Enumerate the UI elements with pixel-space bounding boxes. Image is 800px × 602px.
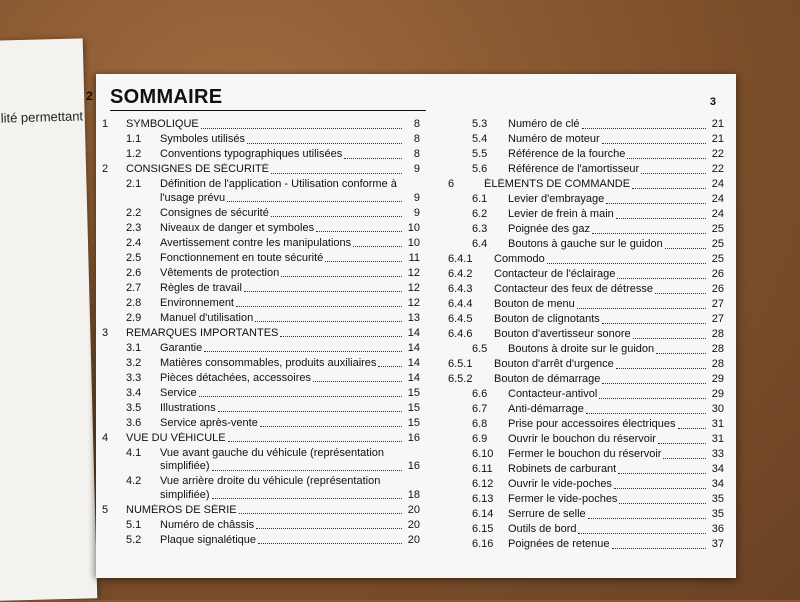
toc-entry[interactable] [102,163,420,177]
toc-entry-label: Plaque signalétique [160,533,257,546]
dot-leader [618,473,706,474]
dot-leader [678,428,706,429]
toc-entry-number: 5.3 [472,118,488,130]
dot-leader [218,411,402,412]
toc-entry-label: Ouvrir le vide-poches [508,478,612,490]
toc-entry-number: 4.2 [126,475,142,487]
toc-entry[interactable] [448,448,724,462]
toc-entry[interactable] [102,417,420,431]
toc-entry-label: Avertissement contre les manipulations [160,236,352,249]
toc-entry-label: CONSIGNES DE SÉCURITÉ [126,163,270,175]
toc-entry-page: 28 [711,343,724,355]
toc-entry-number: 5.1 [126,518,142,531]
dot-leader [239,513,402,514]
toc-entry[interactable] [102,402,420,416]
toc-entry-page: 27 [711,313,724,325]
toc-entry-page: 15 [407,416,420,429]
toc-entry-page: 26 [711,268,724,280]
toc-entry-page: 12 [407,296,420,309]
toc-entry-label: Numéro de châssis [160,518,255,531]
toc-entry-number: 6.3 [472,223,488,235]
toc-entry[interactable] [448,418,724,432]
dot-leader [255,321,402,322]
dot-leader [316,231,402,232]
dot-leader [619,503,706,504]
toc-entry-number: 5 [102,503,109,516]
toc-entry-number: 6.4.2 [448,268,473,280]
dot-leader [633,338,706,339]
dot-leader [658,443,706,444]
toc-entry-label: Définition de l'application - Utilisation conforme à [160,178,397,190]
toc-entry-label: Référence de l'amortisseur [508,163,640,175]
dot-leader [280,336,402,337]
toc-entry-page: 12 [407,281,420,294]
toc-entry-number: 6.5 [472,343,488,355]
dot-leader [353,246,402,247]
toc-entry-page: 14 [407,371,420,384]
toc-entry-label: Contacteur de l'éclairage [494,268,616,280]
dot-leader [271,173,402,174]
toc-entry-label: Poignées de retenue [508,538,610,550]
previous-page-text: lité permettant [0,108,84,126]
toc-entry-number: 6.4.4 [448,298,473,310]
toc-entry[interactable] [102,504,420,518]
toc-entry-number: 3.4 [126,386,142,399]
contents-page [96,74,736,578]
toc-entry-page: 26 [711,283,724,295]
dot-leader [344,158,402,159]
toc-entry-page: 9 [413,191,420,204]
toc-entry[interactable] [448,163,724,177]
toc-entry-number: 6.16 [472,538,494,550]
toc-entry-page: 34 [711,463,724,475]
toc-entry-label: Contacteur des feux de détresse [494,283,653,295]
toc-entry[interactable] [102,534,420,548]
toc-entry-number: 3 [102,326,109,339]
toc-entry-label: Environnement [160,296,234,309]
toc-entry-label: Bouton d'avertisseur sonore [494,328,631,340]
toc-entry-number: 3.6 [126,416,142,429]
toc-entry-label: Règles de travail [160,281,242,294]
toc-entry-label: Illustrations [160,401,216,414]
dot-leader [616,218,706,219]
toc-entry-page: 25 [711,253,724,265]
toc-entry-number: 6.9 [472,433,488,445]
dot-leader [247,143,402,144]
toc-entry-number: 6.4.6 [448,328,473,340]
toc-entry-label: Numéro de clé [508,118,580,130]
toc-entry-page: 20 [407,503,420,516]
toc-entry[interactable] [448,328,724,342]
dot-leader [199,396,402,397]
toc-entry-label: SYMBOLIQUE [126,118,199,130]
dot-leader [212,470,402,471]
toc-entry-number: 2.4 [126,236,142,249]
toc-entry-page: 25 [711,223,724,235]
toc-entry-continuation[interactable] [102,489,420,503]
toc-entry-page: 24 [711,208,724,220]
toc-entry-label: Vêtements de protection [160,266,280,279]
toc-entry-page: 28 [711,328,724,340]
toc-entry-page: 22 [711,163,724,175]
toc-entry-number: 6.12 [472,478,494,490]
toc-entry-label: VUE DU VÉHICULE [126,431,226,444]
toc-entry-number: 6.14 [472,508,494,520]
toc-entry-number: 6 [448,178,455,190]
toc-entry-label: Bouton de démarrage [494,373,601,385]
toc-entry-number: 2.7 [126,281,142,294]
toc-entry-page: 24 [711,193,724,205]
dot-leader [614,488,706,489]
toc-entry[interactable] [448,343,724,357]
toc-entry-page: 9 [413,206,420,219]
dot-leader [227,201,402,202]
toc-entry-label: Fonctionnement en toute sécurité [160,251,324,264]
toc-entry-label: Ouvrir le bouchon du réservoir [508,433,656,445]
dot-leader [656,353,706,354]
toc-entry-number: 6.7 [472,403,488,415]
dot-leader [602,323,706,324]
toc-entry-label: Manuel d'utilisation [160,311,254,324]
toc-entry-page: 36 [711,523,724,535]
dot-leader [313,381,402,382]
dot-leader [655,293,706,294]
dot-leader [592,233,706,234]
toc-entry-page: 28 [711,358,724,370]
toc-entry-number: 2 [102,163,109,175]
dot-leader [663,458,706,459]
toc-column-right [448,118,724,553]
toc-entry[interactable] [448,478,724,492]
toc-entry-number: 6.4.3 [448,283,473,295]
dot-leader [258,543,402,544]
toc-entry-label: Bouton d'arrêt d'urgence [494,358,614,370]
toc-entry-page: 10 [407,236,420,249]
toc-entry[interactable] [102,387,420,401]
toc-entry[interactable] [102,475,420,489]
toc-entry[interactable] [102,222,420,236]
dot-leader [665,248,706,249]
dot-leader [588,518,706,519]
toc-entry-label: Boutons à droite sur le guidon [508,343,655,355]
toc-entry-continuation[interactable] [102,460,420,474]
toc-entry-label: Contacteur-antivol [508,388,598,400]
dot-leader [204,351,402,352]
toc-entry[interactable] [448,508,724,522]
toc-entry-label: Référence de la fourche [508,148,626,160]
toc-entry-number: 1.1 [126,133,142,145]
toc-entry-page: 29 [711,388,724,400]
toc-entry[interactable] [102,447,420,461]
toc-entry-label-continued: l'usage prévu [160,191,226,204]
toc-entry-label: Outils de bord [508,523,577,535]
dot-leader [612,548,706,549]
toc-entry[interactable] [448,223,724,237]
toc-entry[interactable] [448,463,724,477]
toc-entry-number: 6.2 [472,208,488,220]
dot-leader [271,216,402,217]
toc-entry-page: 10 [407,221,420,234]
toc-entry-page: 35 [711,493,724,505]
toc-entry-label: Pièces détachées, accessoires [160,371,312,384]
toc-entry-label: Consignes de sécurité [160,206,269,219]
toc-entry[interactable] [102,519,420,533]
dot-leader [378,366,402,367]
toc-entry-page: 34 [711,478,724,490]
toc-entry[interactable] [448,433,724,447]
toc-entry-label-continued: simplifiée) [160,488,210,501]
toc-entry-page: 21 [711,133,724,145]
toc-entry[interactable] [102,282,420,296]
toc-entry[interactable] [102,327,420,341]
toc-entry-label: Service [160,386,197,399]
toc-entry-label: Bouton de menu [494,298,575,310]
title-underline [110,110,426,111]
toc-entry[interactable] [102,372,420,386]
toc-entry-number: 6.11 [472,463,493,475]
toc-entry-page: 29 [711,373,724,385]
toc-entry-page: 31 [711,433,724,445]
toc-entry[interactable] [102,267,420,281]
toc-entry-number: 2.1 [126,178,142,190]
toc-entry-page: 24 [711,178,724,190]
toc-entry-number: 6.10 [472,448,494,460]
dot-leader [582,128,706,129]
toc-entry-number: 6.4 [472,238,488,250]
toc-entry-page: 15 [407,401,420,414]
toc-entry[interactable] [448,403,724,417]
dot-leader [632,188,706,189]
toc-entry-number: 6.4.5 [448,313,473,325]
toc-entry-page: 20 [407,518,420,531]
toc-entry-label: Bouton de clignotants [494,313,600,325]
toc-entry-page: 18 [407,488,420,501]
toc-entry[interactable] [448,178,724,192]
toc-column-left [102,118,420,549]
toc-entry[interactable] [102,148,420,162]
dot-leader [212,498,402,499]
toc-entry-page: 9 [413,163,420,175]
dot-leader [617,278,706,279]
toc-entry-label: Poignée des gaz [508,223,590,235]
toc-entry-number: 6.13 [472,493,494,505]
toc-entry-page: 8 [413,148,420,160]
toc-entry-page: 35 [711,508,724,520]
dot-leader [641,173,706,174]
toc-entry-page: 14 [407,356,420,369]
toc-entry-page: 11 [408,251,420,264]
toc-entry-page: 20 [407,533,420,546]
toc-entry-label: Symboles utilisés [160,133,245,145]
toc-entry-label: Vue avant gauche du véhicule (représentation [160,446,385,459]
toc-entry[interactable] [102,118,420,132]
toc-entry-number: 3.2 [126,356,142,369]
toc-entry[interactable] [102,207,420,221]
dot-leader [547,263,706,264]
toc-entry-page: 25 [711,238,724,250]
dot-leader [599,398,706,399]
toc-entry[interactable] [448,358,724,372]
dot-leader [325,261,402,262]
toc-entry-page: 30 [711,403,724,415]
toc-entry-label: Fermer le bouchon du réservoir [508,448,662,460]
toc-entry[interactable] [102,252,420,266]
toc-entry[interactable] [448,283,724,297]
toc-entry-label: Vue arrière droite du véhicule (représentation [160,475,381,487]
toc-entry[interactable] [448,118,724,132]
toc-entry-number: 4 [102,431,109,444]
toc-entry[interactable] [448,538,724,552]
toc-entry-number: 2.8 [126,296,142,309]
toc-entry[interactable] [448,133,724,147]
toc-entry-page: 16 [407,431,420,444]
toc-entry-label: Fermer le vide-poches [508,493,618,505]
toc-entry-label-continued: simplifiée) [160,460,210,472]
toc-entry-page: 16 [407,460,420,472]
dot-leader [577,308,706,309]
toc-entry-page: 22 [711,148,724,160]
dot-leader [201,128,402,129]
toc-entry-page: 33 [711,448,724,460]
toc-entry-number: 6.5.2 [448,373,473,385]
toc-entry-label: Anti-démarrage [508,403,584,415]
dot-leader [281,276,402,277]
toc-entry-page: 27 [711,298,724,310]
dot-leader [606,203,706,204]
toc-entry-number: 5.6 [472,163,488,175]
toc-entry-number: 4.1 [126,446,142,459]
toc-entry-label: Boutons à gauche sur le guidon [508,238,663,250]
toc-entry-page: 12 [407,266,420,279]
toc-entry-page: 21 [711,118,724,130]
toc-entry-label: Prise pour accessoires électriques [508,418,676,430]
toc-entry-number: 3.3 [126,371,142,384]
toc-entry-page: 14 [407,326,420,339]
toc-entry-label: Niveaux de danger et symboles [160,221,315,234]
toc-entry-label: Commodo [494,253,545,265]
toc-entry[interactable] [448,313,724,327]
toc-entry[interactable] [102,357,420,371]
toc-entry-number: 3.5 [126,401,142,414]
toc-entry-page: 15 [407,386,420,399]
toc-entry-page: 13 [407,311,420,324]
toc-entry-number: 6.4.1 [448,253,473,265]
toc-entry-number: 6.15 [472,523,494,535]
toc-entry[interactable] [448,388,724,402]
toc-entry[interactable] [102,178,420,192]
toc-entry-label: REMARQUES IMPORTANTES [126,326,279,339]
toc-entry[interactable] [102,133,420,147]
toc-entry[interactable] [448,148,724,162]
toc-entry-label: NUMÉROS DE SÉRIE [126,503,237,516]
toc-entry[interactable] [448,523,724,537]
previous-page [0,38,97,601]
toc-entry[interactable] [102,432,420,446]
dot-leader [236,306,402,307]
toc-entry-number: 1.2 [126,148,142,160]
toc-entry-label: Service après-vente [160,416,258,429]
toc-entry[interactable] [102,237,420,251]
toc-entry-continuation[interactable] [102,192,420,206]
dot-leader [602,143,706,144]
toc-entry-label: Matières consommables, produits auxiliaires [160,356,377,369]
toc-entry[interactable] [448,373,724,387]
toc-entry-number: 2.3 [126,221,142,234]
toc-entry-page: 8 [413,118,420,130]
toc-entry[interactable] [448,208,724,222]
toc-entry-page: 37 [711,538,724,550]
toc-entry-label: ÉLÉMENTS DE COMMANDE [484,178,631,190]
toc-entry-number: 3.1 [126,341,142,354]
toc-entry-label: Levier d'embrayage [508,193,605,205]
toc-entry-number: 6.5.1 [448,358,473,370]
toc-entry-label: Garantie [160,341,203,354]
dot-leader [228,441,402,442]
left-page-number: 2 [86,89,93,103]
dot-leader [627,158,706,159]
toc-entry-number: 6.8 [472,418,488,430]
toc-entry[interactable] [102,297,420,311]
toc-entry-number: 6.6 [472,388,488,400]
toc-entry[interactable] [102,312,420,326]
right-page-number: 3 [709,96,716,108]
toc-entry[interactable] [448,238,724,252]
dot-leader [578,533,706,534]
dot-leader [616,368,706,369]
toc-entry[interactable] [448,193,724,207]
toc-entry[interactable] [448,268,724,282]
toc-entry-number: 2.5 [126,251,142,264]
toc-entry-number: 2.2 [126,206,142,219]
toc-entry-number: 5.4 [472,133,488,145]
toc-entry[interactable] [448,493,724,507]
dot-leader [260,426,402,427]
dot-leader [602,383,706,384]
toc-entry-number: 2.9 [126,311,142,324]
toc-entry[interactable] [448,298,724,312]
toc-entry-label: Numéro de moteur [508,133,600,145]
page-title: SOMMAIRE [110,86,223,108]
dot-leader [586,413,706,414]
toc-entry[interactable] [448,253,724,267]
toc-entry-number: 1 [102,118,109,130]
toc-entry-number: 5.2 [126,533,142,546]
toc-entry-label: Levier de frein à main [508,208,614,220]
toc-entry-label: Conventions typographiques utilisées [160,148,343,160]
dot-leader [244,291,402,292]
toc-entry-number: 2.6 [126,266,142,279]
toc-entry-label: Serrure de selle [508,508,586,520]
toc-entry-label: Robinets de carburant [508,463,617,475]
toc-entry-number: 5.5 [472,148,488,160]
toc-entry[interactable] [102,342,420,356]
dot-leader [256,528,402,529]
toc-entry-page: 31 [711,418,724,430]
toc-entry-number: 6.1 [472,193,488,205]
toc-entry-page: 8 [413,133,420,145]
toc-entry-page: 14 [407,341,420,354]
